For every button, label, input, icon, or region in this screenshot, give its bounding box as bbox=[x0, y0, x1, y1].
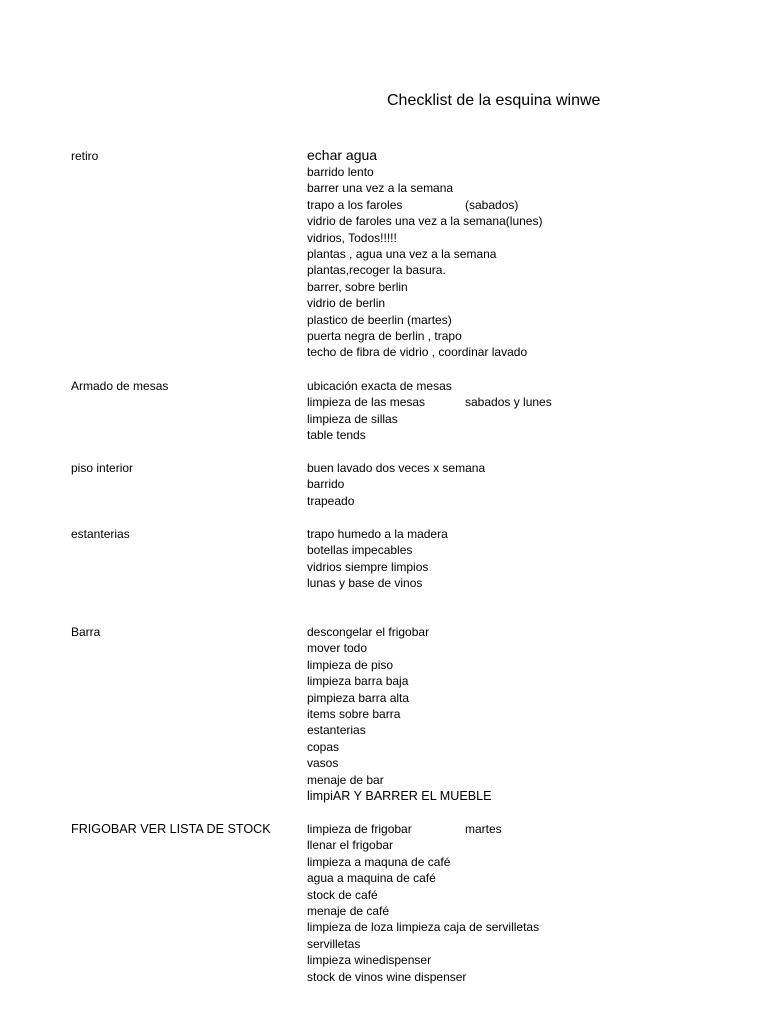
section-label-frigobar: FRIGOBAR VER LISTA DE STOCK bbox=[71, 822, 271, 836]
list-item: limpieza de sillas bbox=[307, 411, 398, 426]
list-item: servilletas bbox=[307, 936, 361, 951]
list-item: ubicación exacta de mesas bbox=[307, 379, 452, 393]
list-item: descongelar el frigobar bbox=[307, 625, 430, 639]
list-item bbox=[307, 821, 539, 837]
list-item: limpieza barra baja bbox=[307, 674, 409, 689]
list-item: llenar el frigobar bbox=[307, 838, 394, 853]
list-item: buen lavado dos veces x semana bbox=[307, 461, 486, 475]
list-item: plastico de beerlin (martes) bbox=[307, 312, 452, 327]
list-item: trapo humedo a la madera bbox=[307, 527, 448, 541]
list-item: limpiAR Y BARRER EL MUEBLE bbox=[307, 788, 492, 803]
item-text: limpieza de frigobar bbox=[307, 822, 412, 836]
item-note: (sabados) bbox=[465, 197, 519, 212]
section-label-piso-interior: piso interior bbox=[71, 461, 134, 475]
list-item: plantas,recoger la basura. bbox=[307, 263, 446, 278]
section-label-estanterias: estanterias bbox=[71, 527, 130, 541]
section-label-barra: Barra bbox=[71, 625, 101, 639]
list-item bbox=[307, 394, 552, 410]
section-label-armado-de-mesas: Armado de mesas bbox=[71, 379, 169, 393]
section-items-frigobar bbox=[307, 821, 539, 985]
list-item: stock de café bbox=[307, 887, 378, 902]
list-item: items sobre barra bbox=[307, 706, 401, 721]
item-note: martes bbox=[465, 822, 502, 836]
list-item: trapeado bbox=[307, 493, 355, 508]
list-item: table tends bbox=[307, 428, 366, 443]
list-item: techo de fibra de vidrio , coordinar lavado bbox=[307, 345, 528, 360]
item-note: sabados y lunes bbox=[465, 395, 552, 410]
list-item: vasos bbox=[307, 756, 339, 771]
section-items-retiro bbox=[307, 146, 542, 361]
list-item: vidrio de berlin bbox=[307, 296, 386, 311]
list-item: limpieza de loza limpieza caja de servilletas bbox=[307, 920, 540, 935]
list-item: vidrios siempre limpios bbox=[307, 559, 429, 574]
section-label-retiro: retiro bbox=[71, 149, 99, 163]
list-item: pimpieza barra alta bbox=[307, 690, 410, 705]
list-item: barrido bbox=[307, 477, 345, 492]
list-item: agua a maquina de café bbox=[307, 871, 436, 886]
list-item: barrer, sobre berlin bbox=[307, 279, 408, 294]
list-item: barrer una vez a la semana bbox=[307, 181, 454, 196]
list-item: estanterias bbox=[307, 723, 366, 738]
list-item: menaje de café bbox=[307, 903, 390, 918]
list-item: plantas , agua una vez a la semana bbox=[307, 246, 497, 261]
list-item: mover todo bbox=[307, 641, 368, 656]
list-item: limpieza a maquna de café bbox=[307, 854, 451, 869]
list-item: limpieza winedispenser bbox=[307, 953, 432, 968]
page-title: Checklist de la esquina winwe bbox=[387, 92, 601, 109]
section-items-piso-interior bbox=[307, 460, 485, 509]
section-items-barra bbox=[307, 624, 492, 804]
list-item: barrido lento bbox=[307, 165, 374, 179]
list-item: menaje de bar bbox=[307, 772, 384, 787]
item-text: trapo a los faroles bbox=[307, 197, 403, 212]
list-item: echar agua bbox=[307, 147, 378, 163]
section-items-estanterias bbox=[307, 526, 448, 592]
list-item: botellas impecables bbox=[307, 543, 413, 558]
list-item bbox=[307, 197, 542, 213]
list-item: stock de vinos wine dispenser bbox=[307, 969, 467, 984]
list-item: limpieza de piso bbox=[307, 657, 394, 672]
list-item: copas bbox=[307, 739, 340, 754]
list-item: vidrio de faroles una vez a la semana(lunes) bbox=[307, 214, 543, 229]
list-item: lunas y base de vinos bbox=[307, 576, 423, 591]
item-text: limpieza de las mesas bbox=[307, 395, 426, 410]
section-items-armado-de-mesas bbox=[307, 378, 552, 444]
list-item: puerta negra de berlin , trapo bbox=[307, 328, 462, 343]
list-item: vidrios, Todos!!!!! bbox=[307, 230, 397, 245]
